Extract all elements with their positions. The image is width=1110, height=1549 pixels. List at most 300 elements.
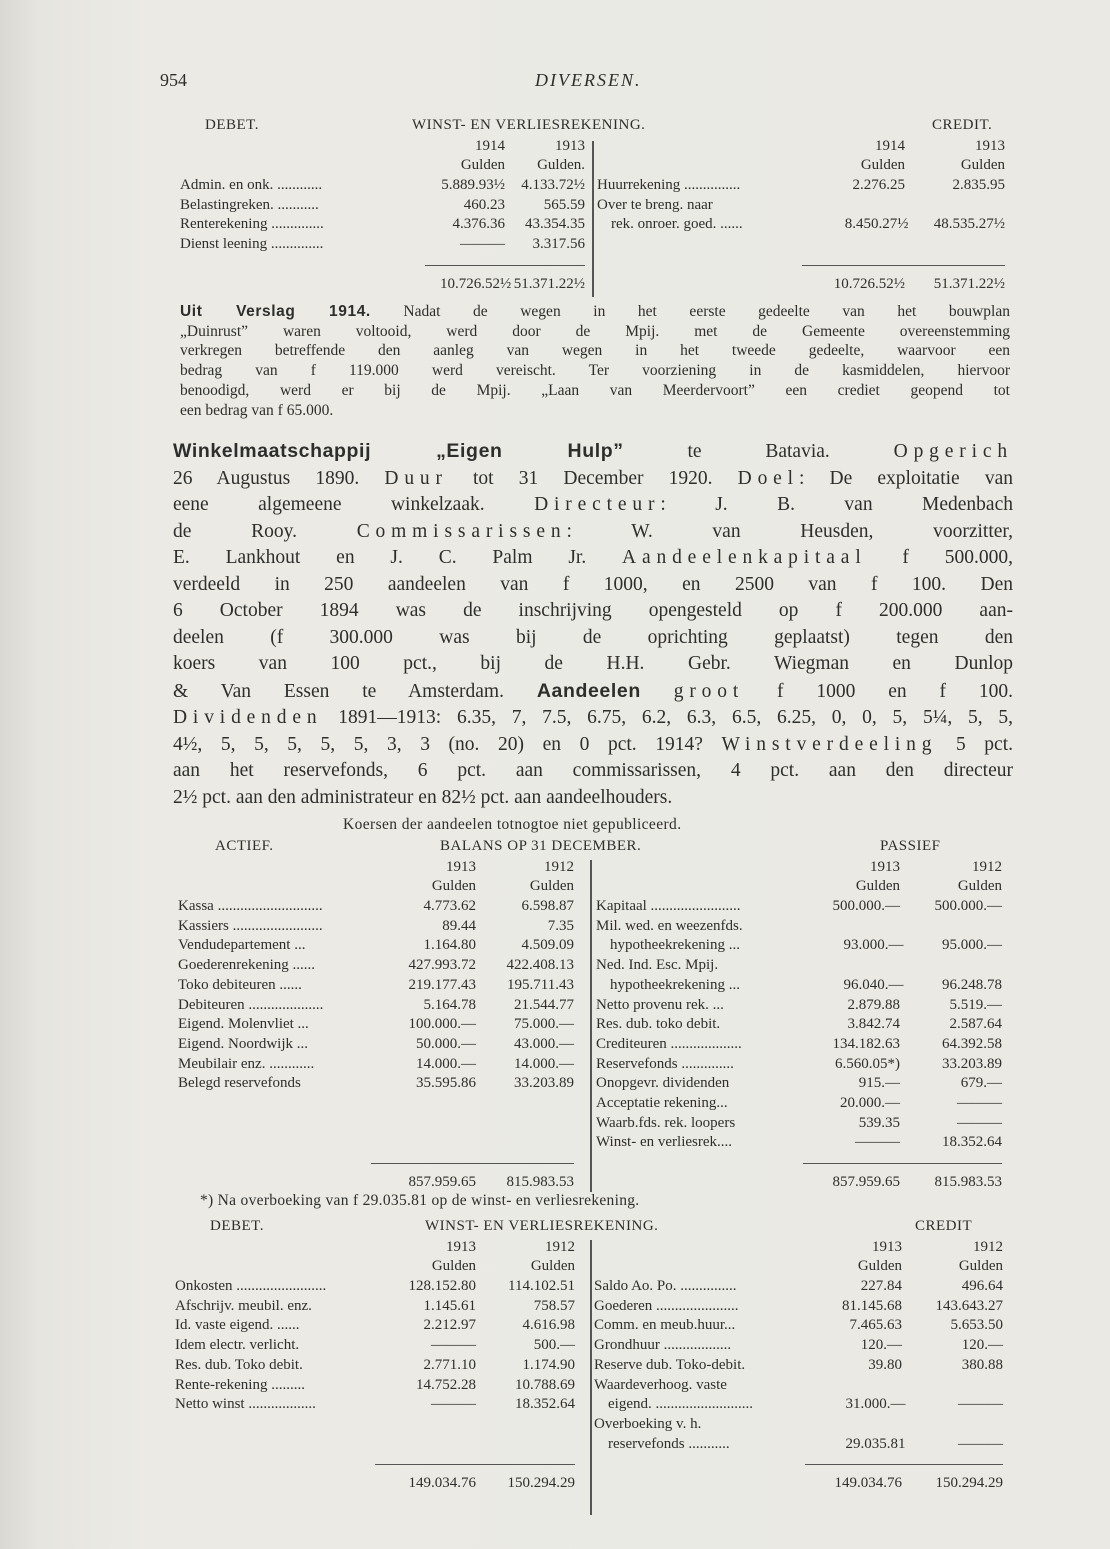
row-label: Toko debiteuren ...... bbox=[178, 976, 302, 993]
debit-title: DEBET. bbox=[210, 1218, 264, 1234]
value-col-2: 1912 bbox=[545, 1238, 575, 1255]
row-label: eigend. .......................... bbox=[608, 1396, 753, 1413]
spaced-keyword: Commissarissen bbox=[356, 520, 567, 542]
table-row bbox=[178, 1055, 574, 1075]
value-col-1: 2.212.97 bbox=[423, 1317, 476, 1334]
year-header bbox=[180, 137, 585, 157]
total-rule-row bbox=[178, 1153, 574, 1173]
text-line bbox=[173, 572, 1013, 599]
row-label bbox=[597, 156, 817, 176]
row-label: Grondhuur .................. bbox=[594, 1337, 732, 1354]
value-col-2: Gulden bbox=[529, 878, 574, 895]
value-col-1: 2.276.25 bbox=[852, 177, 905, 194]
profit-loss-table-1913 bbox=[0, 1218, 1110, 1508]
unit-header bbox=[596, 877, 1002, 897]
text-segment: eene algemeene winkelzaak. bbox=[173, 494, 535, 515]
row-label: Acceptatie rekening... bbox=[596, 1094, 728, 1111]
table-row bbox=[594, 1415, 1003, 1435]
row-label: Afschrijv. meubil. enz. bbox=[175, 1297, 312, 1314]
row-label bbox=[180, 156, 440, 176]
table-row bbox=[594, 1277, 1003, 1297]
value-col-2: 1913 bbox=[555, 137, 585, 154]
row-label: Crediteuren ................... bbox=[596, 1035, 742, 1052]
value-col-1: 5.889.93½ bbox=[441, 177, 505, 194]
value-col-1: 120.— bbox=[860, 1337, 902, 1354]
debit-title: DEBET. bbox=[205, 117, 259, 133]
row-label: Winst- en verliesrek.... bbox=[596, 1134, 733, 1151]
value-col-1: 7.465.63 bbox=[849, 1317, 902, 1334]
table-row bbox=[178, 976, 574, 996]
row-label: Waarb.fds. rek. loopers bbox=[596, 1114, 736, 1131]
liabilities-title: PASSIEF bbox=[880, 838, 941, 854]
value-col-1: Gulden bbox=[431, 1258, 476, 1275]
row-label bbox=[596, 877, 818, 897]
year-header bbox=[596, 858, 1002, 878]
year-header bbox=[594, 1238, 1003, 1258]
value-col-1: 539.35 bbox=[858, 1114, 900, 1131]
text-segment: & Van Essen te Amsterdam. bbox=[173, 680, 537, 702]
bold-heading: Winkelmaatschappij „Eigen Hulp” bbox=[173, 440, 624, 462]
text-segment: 2½ pct. aan den administrateur en 82½ pct. aan aandeelhouders. bbox=[173, 786, 673, 808]
value-col-2: 4.616.98 bbox=[522, 1317, 575, 1334]
value-col-2: 51.371.22½ bbox=[513, 275, 585, 292]
value-col-2: 43.354.35 bbox=[525, 216, 585, 233]
text-segment: 4½, 5, 5, 5, 5, 5, 3, 3 (no. 20) en 0 pct. 1914? bbox=[173, 733, 722, 755]
value-col-2: 21.544.77 bbox=[514, 996, 574, 1013]
row-label: Goederenrekening ...... bbox=[178, 957, 316, 974]
value-col-2: Gulden bbox=[960, 157, 1005, 174]
value-col-1: 100.000.— bbox=[408, 1016, 476, 1033]
value-col-1 bbox=[818, 956, 900, 976]
table-row bbox=[596, 897, 1002, 917]
debit-side bbox=[180, 137, 585, 295]
total-rule-row bbox=[180, 255, 585, 275]
table-title: BALANS OP 31 DECEMBER. bbox=[440, 838, 642, 854]
value-col-2: ——— bbox=[957, 1114, 1002, 1131]
table-row bbox=[178, 1074, 574, 1094]
text-segment: 26 Augustus 1890. bbox=[173, 467, 385, 489]
text-segment: f 500.000, bbox=[866, 547, 1013, 568]
credit-side bbox=[594, 1238, 1003, 1494]
row-label: Comm. en meub.huur... bbox=[594, 1317, 736, 1334]
value-col-2: ——— bbox=[958, 1435, 1003, 1452]
table-row bbox=[178, 996, 574, 1016]
row-label: Ned. Ind. Esc. Mpij. bbox=[596, 957, 719, 974]
table-row bbox=[180, 235, 585, 255]
value-col-2: Gulden bbox=[958, 1258, 1003, 1275]
total-rule-row bbox=[597, 255, 1005, 275]
value-col-1: 134.182.63 bbox=[832, 1035, 900, 1052]
table-row bbox=[594, 1435, 1003, 1455]
value-col-1: 4.376.36 bbox=[452, 216, 505, 233]
row-label bbox=[180, 275, 440, 295]
row-label: Netto provenu rek. ... bbox=[596, 996, 724, 1013]
text-segment: E. Lankhout en J. C. Palm Jr. bbox=[173, 547, 623, 568]
text-line bbox=[173, 785, 1013, 812]
text-segment: tot 31 December 1920. bbox=[447, 467, 738, 489]
assets-title: ACTIEF. bbox=[215, 838, 274, 854]
spaced-keyword: Aandeelenkapitaal bbox=[622, 547, 867, 568]
liabilities-side bbox=[596, 858, 1002, 1193]
total-row bbox=[175, 1474, 575, 1494]
value-col-2: 758.57 bbox=[533, 1297, 575, 1314]
row-label: Idem electr. verlicht. bbox=[175, 1337, 300, 1354]
text-segment: : J. B. van Medenbach bbox=[660, 494, 1013, 515]
value-col-2: 95.000.— bbox=[942, 937, 1002, 954]
table-row bbox=[180, 196, 585, 216]
value-col-2: 5.653.50 bbox=[950, 1317, 1003, 1334]
table-title: WINST- EN VERLIESREKENING. bbox=[425, 1218, 659, 1234]
row-label: Reservefonds .............. bbox=[596, 1055, 734, 1072]
text-segment: koers van 100 pct., bij de H.H. Gebr. Wiegman en Dunlop bbox=[173, 653, 1013, 674]
value-col-1: 3.842.74 bbox=[847, 1016, 900, 1033]
value-col-2: Gulden bbox=[957, 878, 1002, 895]
text-segment: te Batavia. bbox=[623, 441, 894, 462]
value-col-2 bbox=[902, 1376, 1003, 1396]
table-row bbox=[175, 1336, 575, 1356]
blank-row bbox=[175, 1415, 575, 1435]
table-row bbox=[178, 917, 574, 937]
table-row bbox=[597, 215, 1005, 235]
text-segment bbox=[641, 681, 674, 702]
value-col-1: 1.164.80 bbox=[423, 937, 476, 954]
row-label bbox=[596, 858, 818, 878]
value-col-1: 1.145.61 bbox=[423, 1297, 476, 1314]
total-row bbox=[596, 1173, 1002, 1193]
value-col-1: 50.000.— bbox=[416, 1035, 476, 1052]
value-col-1: 96.040.— bbox=[843, 976, 904, 993]
running-title: DIVERSEN. bbox=[535, 70, 642, 90]
value-col-2: 143.643.27 bbox=[935, 1297, 1003, 1314]
table-row bbox=[596, 1114, 1002, 1134]
text-segment: f 1000 en f 100. bbox=[744, 680, 1013, 702]
value-col-1: ——— bbox=[431, 1396, 476, 1413]
report-paragraph bbox=[180, 302, 1010, 420]
table-title: WINST- EN VERLIESREKENING. bbox=[412, 117, 646, 133]
value-col-2: 815.983.53 bbox=[506, 1173, 574, 1190]
value-col-2: 33.203.89 bbox=[514, 1075, 574, 1092]
value-col-1: 460.23 bbox=[463, 196, 505, 213]
balance-sheet-table bbox=[0, 838, 1110, 1198]
value-col-1: 5.164.78 bbox=[423, 996, 476, 1013]
table-row bbox=[596, 917, 1002, 937]
row-label: Eigend. Noordwijk ... bbox=[178, 1035, 308, 1052]
text-line bbox=[173, 758, 1013, 785]
value-col-2: 500.— bbox=[533, 1337, 575, 1354]
value-col-2: 496.64 bbox=[961, 1278, 1003, 1295]
text-line bbox=[180, 302, 1010, 322]
table-row bbox=[178, 1035, 574, 1055]
table-row bbox=[596, 956, 1002, 976]
spaced-keyword: Dividenden bbox=[173, 707, 323, 728]
value-col-1: 227.84 bbox=[860, 1278, 902, 1295]
assets-side bbox=[178, 858, 574, 1193]
text-segment: aan het reservefonds, 6 pct. aan commissarissen, 4 pct. aan den directeur bbox=[173, 760, 1013, 781]
value-col-2: 51.371.22½ bbox=[933, 275, 1005, 292]
row-label bbox=[178, 858, 386, 878]
value-col-2: 48.535.27½ bbox=[933, 216, 1005, 233]
text-segment: 1891—1913: 6.35, 7, 7.5, 6.75, 6.2, 6.3, 6.5, 6.25, 0, 0, 5, 5¼, 5, 5, bbox=[322, 707, 1013, 728]
value-col-1: Gulden bbox=[431, 878, 476, 895]
row-label bbox=[178, 877, 386, 897]
value-col-1: 149.034.76 bbox=[834, 1474, 902, 1491]
value-col-2: 75.000.— bbox=[514, 1016, 574, 1033]
year-header bbox=[175, 1238, 575, 1258]
row-label: Admin. en onk. ............ bbox=[180, 177, 323, 194]
row-label: Belastingreken. ........... bbox=[180, 196, 319, 213]
row-label: Dienst leening .............. bbox=[180, 236, 324, 253]
row-label: Meubilair enz. ............ bbox=[178, 1055, 315, 1072]
value-col-2: 679.— bbox=[960, 1075, 1002, 1092]
credit-title: CREDIT. bbox=[932, 117, 993, 133]
table-row bbox=[596, 996, 1002, 1016]
value-col-2: Gulden. bbox=[537, 157, 585, 174]
row-label: Rente-rekening ......... bbox=[175, 1376, 305, 1393]
row-label: Huurrekening ............... bbox=[597, 177, 741, 194]
value-col-1: 6.560.05*) bbox=[835, 1055, 900, 1072]
value-col-2: 1912 bbox=[973, 1238, 1003, 1255]
value-col-1: 500.000.— bbox=[832, 898, 900, 915]
blank-row bbox=[178, 1094, 574, 1114]
credit-title: CREDIT bbox=[915, 1218, 973, 1234]
total-row bbox=[594, 1474, 1003, 1494]
text-line bbox=[180, 361, 1010, 381]
text-segment: benoodigd, werd er bij de Mpij. „Laan van Meerdervoort” een crediet geopend tot bbox=[180, 381, 1010, 399]
value-col-2: 1912 bbox=[972, 858, 1002, 875]
total-rule-row bbox=[594, 1454, 1003, 1474]
spaced-keyword: Doel bbox=[737, 467, 799, 489]
value-col-1: 20.000.— bbox=[840, 1094, 900, 1111]
value-col-2 bbox=[900, 917, 1002, 937]
row-label: Kapitaal ........................ bbox=[596, 898, 741, 915]
text-segment: : De exploitatie van bbox=[798, 467, 1013, 489]
text-line bbox=[173, 545, 1013, 572]
table-row bbox=[175, 1376, 575, 1396]
row-label: Eigend. Molenvliet ... bbox=[178, 1016, 309, 1033]
table-row bbox=[175, 1297, 575, 1317]
table-row bbox=[596, 1015, 1002, 1035]
value-col-1: ——— bbox=[855, 1134, 900, 1151]
year-header bbox=[178, 858, 574, 878]
text-line bbox=[180, 381, 1010, 401]
value-col-2: 4.133.72½ bbox=[521, 177, 585, 194]
value-col-2: 1913 bbox=[975, 137, 1005, 154]
table-row bbox=[594, 1376, 1003, 1396]
value-col-2: 380.88 bbox=[961, 1356, 1003, 1373]
row-label: Debiteuren .................... bbox=[178, 996, 324, 1013]
table-row bbox=[596, 1035, 1002, 1055]
page-number: 954 bbox=[160, 70, 187, 90]
value-col-1: 39.80 bbox=[868, 1356, 902, 1373]
row-label: hypotheekrekening ... bbox=[610, 976, 740, 993]
value-col-1: 2.879.88 bbox=[847, 996, 900, 1013]
table-row bbox=[594, 1395, 1003, 1415]
value-col-1: ——— bbox=[431, 1337, 476, 1354]
row-label: Belegd reservefonds bbox=[178, 1075, 301, 1092]
value-col-2: 4.509.09 bbox=[521, 937, 574, 954]
value-col-1: 857.959.65 bbox=[408, 1173, 476, 1190]
value-col-1: 427.993.72 bbox=[408, 957, 476, 974]
row-label: Netto winst .................. bbox=[175, 1396, 316, 1413]
value-col-1: 10.726.52½ bbox=[440, 275, 512, 292]
value-col-1: 2.771.10 bbox=[423, 1356, 476, 1373]
table-row bbox=[596, 1133, 1002, 1153]
row-label: Goederen ...................... bbox=[594, 1297, 739, 1314]
total-row bbox=[178, 1173, 574, 1193]
text-segment: deelen (f 300.000 was bij de oprichting geplaatst) tegen den bbox=[173, 626, 1013, 648]
row-label bbox=[597, 137, 817, 157]
text-segment: „Duinrust” waren voltooid, werd door de Mpij. met de Gemeente overeenstemming bbox=[180, 322, 1010, 340]
blank-row bbox=[178, 1133, 574, 1153]
year-header bbox=[597, 137, 1005, 157]
value-col-1: 1913 bbox=[446, 1238, 476, 1255]
row-label: Kassa ............................ bbox=[178, 898, 323, 915]
table-row bbox=[594, 1336, 1003, 1356]
row-label: Over te breng. naar bbox=[597, 196, 713, 213]
value-col-2 bbox=[902, 1415, 1003, 1435]
total-rule bbox=[805, 1464, 1003, 1465]
value-col-2: 10.788.69 bbox=[515, 1376, 575, 1393]
value-col-1: 8.450.27½ bbox=[844, 216, 909, 233]
text-segment: bedrag van f 119.000 werd vereischt. Ter voorziening in de kasmiddelen, hiervoor bbox=[180, 362, 1010, 380]
table-row bbox=[594, 1316, 1003, 1336]
value-col-1: 149.034.76 bbox=[408, 1474, 476, 1491]
row-label: Kassiers ........................ bbox=[178, 917, 323, 934]
value-col-1: Gulden bbox=[460, 157, 505, 174]
value-col-1: 10.726.52½ bbox=[833, 275, 905, 292]
text-line bbox=[173, 732, 1013, 759]
text-segment: een bedrag van f 65.000. bbox=[180, 401, 334, 419]
unit-header bbox=[594, 1257, 1003, 1277]
text-line bbox=[173, 519, 1013, 546]
table-row bbox=[175, 1316, 575, 1336]
quotation-note: Koersen der aandeelen totnogtoe niet gepubliceerd. bbox=[343, 816, 682, 833]
blank-row bbox=[175, 1435, 575, 1455]
row-label: reservefonds ........... bbox=[608, 1435, 730, 1452]
value-col-2: 3.317.56 bbox=[532, 236, 585, 253]
text-line bbox=[173, 466, 1013, 493]
row-label bbox=[175, 1257, 390, 1277]
table-row bbox=[594, 1356, 1003, 1376]
value-col-1: 14.000.— bbox=[416, 1055, 476, 1072]
row-label bbox=[594, 1257, 820, 1277]
row-label bbox=[178, 1173, 386, 1193]
value-col-1: Gulden bbox=[855, 878, 900, 895]
row-label: Id. vaste eigend. ...... bbox=[175, 1317, 300, 1334]
table-row bbox=[178, 897, 574, 917]
value-col-2: 565.59 bbox=[543, 196, 585, 213]
total-row bbox=[597, 275, 1005, 295]
row-label: rek. onroer. goed. ...... bbox=[611, 216, 743, 233]
text-line bbox=[180, 341, 1010, 361]
row-label: Overboeking v. h. bbox=[594, 1415, 702, 1432]
total-rule bbox=[803, 1163, 1002, 1164]
value-col-2: 96.248.78 bbox=[942, 976, 1002, 993]
table-row bbox=[597, 196, 1005, 216]
value-col-1 bbox=[820, 1415, 902, 1435]
debit-side bbox=[175, 1238, 575, 1494]
text-segment: verkregen betreffende den aanleg van wegen in het tweede gedeelte, waarvoor een bbox=[180, 342, 1010, 360]
table-row bbox=[597, 176, 1005, 196]
text-line bbox=[173, 651, 1013, 678]
row-label: Mil. wed. en weezenfds. bbox=[596, 917, 743, 934]
value-col-1: 857.959.65 bbox=[832, 1173, 900, 1190]
spaced-keyword: Opgerich bbox=[893, 441, 1013, 462]
table-row bbox=[596, 1074, 1002, 1094]
table-row bbox=[180, 176, 585, 196]
value-col-2: 7.35 bbox=[547, 917, 574, 934]
unit-header bbox=[175, 1257, 575, 1277]
row-label: Onopgevr. dividenden bbox=[596, 1075, 730, 1092]
value-col-2: 2.835.95 bbox=[952, 177, 1005, 194]
row-label bbox=[597, 275, 817, 295]
value-col-1: 14.752.28 bbox=[416, 1376, 476, 1393]
text-line bbox=[173, 492, 1013, 519]
row-label bbox=[596, 1173, 818, 1193]
text-segment: Nadat de wegen in het eerste gedeelte van het bouwplan bbox=[370, 303, 1010, 320]
value-col-2: 150.294.29 bbox=[507, 1474, 575, 1491]
text-segment: 5 pct. bbox=[937, 733, 1014, 755]
value-col-1 bbox=[818, 917, 900, 937]
credit-side bbox=[597, 137, 1005, 295]
unit-header bbox=[178, 877, 574, 897]
value-col-2 bbox=[905, 196, 1005, 216]
value-col-2 bbox=[900, 956, 1002, 976]
value-col-1: 89.44 bbox=[442, 917, 476, 934]
value-col-1: Gulden bbox=[860, 157, 905, 174]
value-col-2: 5.519.— bbox=[949, 996, 1002, 1013]
row-label bbox=[594, 1238, 820, 1258]
text-line bbox=[173, 625, 1013, 652]
table-row bbox=[596, 1055, 1002, 1075]
value-col-1: 1913 bbox=[870, 858, 900, 875]
total-rule bbox=[375, 1464, 575, 1465]
table-row bbox=[175, 1395, 575, 1415]
value-col-1: ——— bbox=[460, 236, 505, 253]
unit-header bbox=[180, 156, 585, 176]
row-label bbox=[180, 137, 440, 157]
blank-row bbox=[178, 1114, 574, 1134]
table-row bbox=[175, 1356, 575, 1376]
row-label: hypotheekrekening ... bbox=[610, 937, 740, 954]
value-col-2: 120.— bbox=[961, 1337, 1003, 1354]
text-segment: verdeeld in 250 aandeelen van f 1000, en 2500 van f 100. Den bbox=[173, 573, 1013, 595]
text-line bbox=[180, 401, 1010, 421]
row-label: Reserve dub. Toko-debit. bbox=[594, 1356, 746, 1373]
value-col-1: 915.— bbox=[858, 1075, 900, 1092]
value-col-2: ——— bbox=[958, 1396, 1003, 1413]
blank-row bbox=[597, 235, 1005, 255]
text-line bbox=[173, 438, 1013, 466]
value-col-1: 219.177.43 bbox=[408, 976, 476, 993]
bold-heading: Aandeelen bbox=[536, 679, 641, 702]
table-row bbox=[178, 1015, 574, 1035]
value-col-1: 35.595.86 bbox=[416, 1075, 476, 1092]
value-col-2: 18.352.64 bbox=[515, 1396, 575, 1413]
total-rule bbox=[802, 265, 1005, 266]
table-row bbox=[594, 1297, 1003, 1317]
text-line bbox=[173, 678, 1013, 706]
value-col-2: 195.711.43 bbox=[507, 976, 574, 993]
row-label: Onkosten ........................ bbox=[175, 1278, 327, 1295]
bold-heading: Uit Verslag 1914. bbox=[180, 303, 371, 320]
spaced-keyword: Duur bbox=[384, 467, 448, 489]
value-col-1: 81.145.68 bbox=[842, 1297, 902, 1314]
value-col-2: 1.174.90 bbox=[522, 1356, 575, 1373]
value-col-1: 1913 bbox=[872, 1238, 902, 1255]
column-divider bbox=[590, 860, 592, 1192]
value-col-1: 29.035.81 bbox=[845, 1435, 906, 1452]
